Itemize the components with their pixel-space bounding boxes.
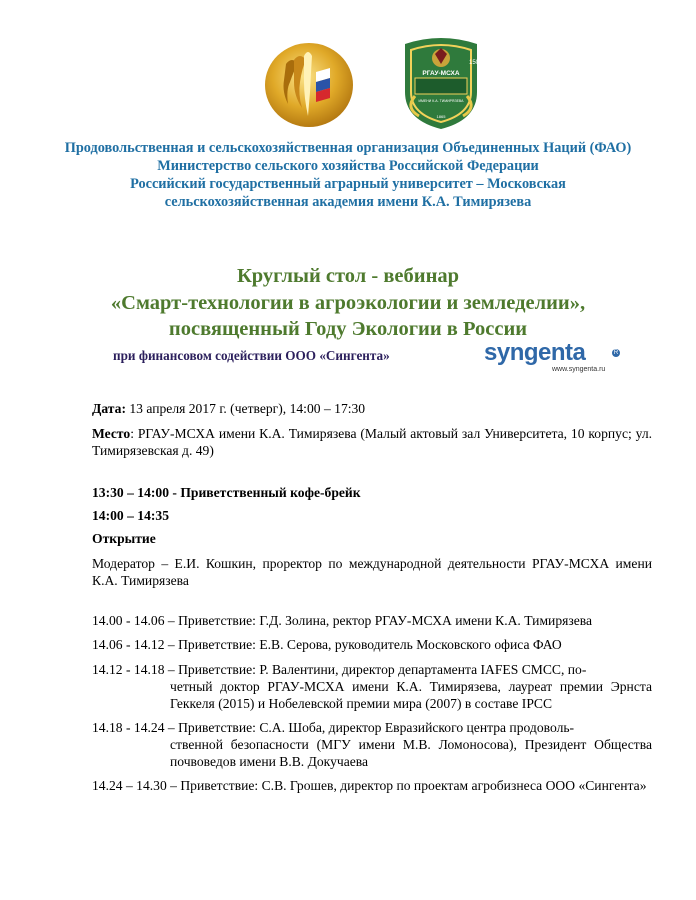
ministry-emblem-icon <box>264 42 354 128</box>
org-fao: Продовольственная и сельскохозяйственная организация Объединенных Наций (ФАО) <box>64 140 632 156</box>
program-item <box>92 719 652 770</box>
registered-mark-icon: R <box>613 350 619 356</box>
date-label: Дата: <box>92 401 126 416</box>
org-ministry: Министерство сельского хозяйства Российской Федерации <box>157 158 539 174</box>
org-university: Российский государственный аграрный университет – Московская сельскохозяйственная академия имени К.А. Тимирязева <box>130 176 566 210</box>
place-line <box>92 425 652 459</box>
program-item <box>92 661 652 712</box>
date-value: 13 апреля 2017 г. (четверг), 14:00 – 17:30 <box>125 401 366 416</box>
uni-founded: 1865 <box>436 114 446 119</box>
title-line-3: посвященный Году Экологии в России <box>168 318 528 340</box>
syngenta-logo <box>484 339 634 379</box>
organizations-block <box>60 139 636 211</box>
program-item <box>92 612 652 629</box>
coffee-break-text: 13:30 – 14:00 - Приветственный кофе-брейк <box>92 485 361 500</box>
place-value: : РГАУ-МСХА имени К.А. Тимирязева (Малый актовый зал Университета, 10 корпус; ул. Тимирязевская д. 49) <box>92 426 652 458</box>
title-line-1: Круглый стол - вебинар <box>236 265 460 287</box>
syngenta-url: www.syngenta.ru <box>552 366 606 373</box>
program-item-first: 14.00 - 14.06 – Приветствие: Г.Д. Золина, ректор РГАУ-МСХА имени К.А. Тимирязева <box>92 613 593 628</box>
uni-years: 150 <box>469 60 480 66</box>
logo-row <box>0 34 696 134</box>
program-item-first: 14.12 - 14.18 – Приветствие: Р. Валентини, директор департамента IAFES СМСС, по- <box>92 662 587 677</box>
sponsor-text: при финансовом содействии ООО «Сингента» <box>113 348 390 363</box>
program-item-first: 14.24 – 14.30 – Приветствие: С.В. Грошев, директор по проектам агробизнеса ООО «Сингента» <box>92 778 647 793</box>
opening-label: Открытие <box>92 531 156 546</box>
university-emblem <box>395 34 487 130</box>
opening-heading <box>92 530 652 547</box>
syngenta-logo-word: syngenta <box>484 339 586 366</box>
university-shield-icon <box>395 34 487 130</box>
coffee-break <box>92 484 652 501</box>
uni-name: ИМЕНИ К.А. ТИМИРЯЗЕВА <box>418 99 464 103</box>
program-item-rest: ственной безопасности (МГУ имени М.В. Ломоносова), Президент Общества почвоведов имени В.В. Докучаева <box>170 737 652 769</box>
program-item-first: 14.06 - 14.12 – Приветствие: Е.В. Серова, руководитель Московского офиса ФАО <box>92 637 562 652</box>
program-item <box>92 636 652 653</box>
opening-time-text: 14:00 – 14:35 <box>92 508 170 523</box>
place-label: Место <box>92 426 131 441</box>
event-title <box>70 263 626 343</box>
program-item-first: 14.18 - 14.24 – Приветствие: С.А. Шоба, директор Евразийского центра продоволь- <box>92 720 575 735</box>
program-item <box>92 777 652 794</box>
moderator-line: Модератор – Е.И. Кошкин, проректор по международной деятельности РГАУ-МСХА имени К.А. Тимирязева <box>92 556 652 588</box>
uni-abbr: РГАУ-МСХА <box>422 70 460 77</box>
program-item-rest: четный доктор РГАУ-МСХА имени К.А. Тимирязева, лауреат премии Эрнста Геккеля (2015) и Нобелевской премии мира (2007) в составе IPCC <box>170 679 652 711</box>
title-line-2: «Смарт-технологии в агроэкологии и земледелии», <box>110 291 586 314</box>
date-line <box>92 400 652 417</box>
opening-time <box>92 507 652 524</box>
